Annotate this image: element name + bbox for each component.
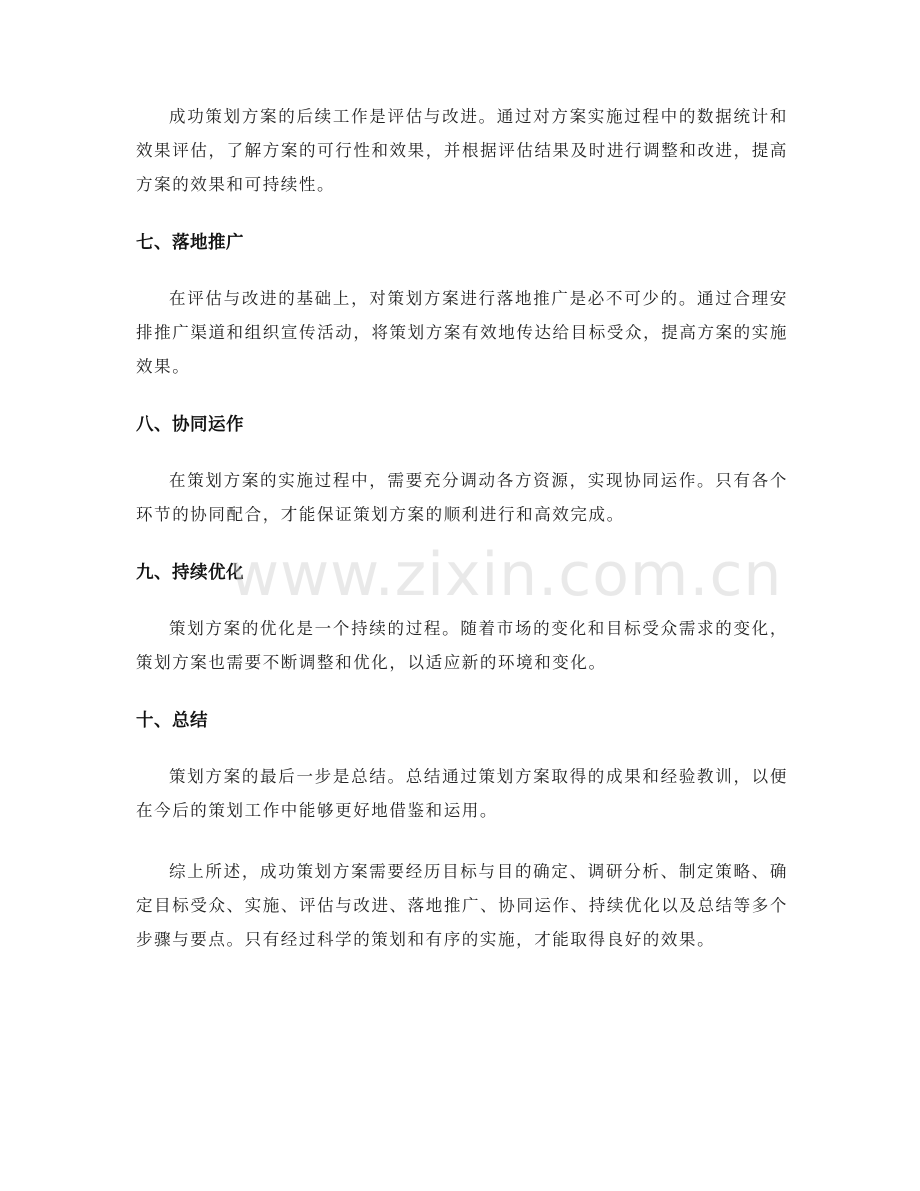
watermark-text: www.zixin.com.cn bbox=[230, 540, 783, 610]
paragraph-summary: 策划方案的最后一步是总结。总结通过策划方案取得的成果和经验教训，以便在今后的策划工作中能够更好地借鉴和运用。 bbox=[136, 767, 788, 820]
paragraph-conclusion: 综上所述，成功策划方案需要经历目标与目的确定、调研分析、制定策略、确定目标受众、实施、评估与改进、落地推广、协同运作、持续优化以及总结等多个步骤与要点。只有经过科学的策划和有序的实施，才能取得良好的效果。 bbox=[136, 862, 788, 949]
paragraph-collaboration: 在策划方案的实施过程中，需要充分调动各方资源，实现协同运作。只有各个环节的协同配合，才能保证策划方案的顺利进行和高效完成。 bbox=[136, 471, 788, 524]
paragraph-promotion: 在评估与改进的基础上，对策划方案进行落地推广是必不可少的。通过合理安排推广渠道和组织宣传活动，将策划方案有效地传达给目标受众，提高方案的实施效果。 bbox=[136, 289, 788, 376]
document-body bbox=[136, 100, 788, 984]
section-heading-10: 十、总结 bbox=[136, 711, 208, 731]
paragraph-evaluation: 成功策划方案的后续工作是评估与改进。通过对方案实施过程中的数据统计和效果评估，了解方案的可行性和效果，并根据评估结果及时进行调整和改进，提高方案的效果和可持续性。 bbox=[136, 107, 788, 194]
section-heading-7: 七、落地推广 bbox=[136, 233, 244, 253]
section-heading-8: 八、协同运作 bbox=[136, 415, 244, 435]
section-heading-9: 九、持续优化 bbox=[136, 563, 244, 583]
paragraph-optimization: 策划方案的优化是一个持续的过程。随着市场的变化和目标受众需求的变化，策划方案也需要不断调整和优化，以适应新的环境和变化。 bbox=[136, 619, 788, 672]
